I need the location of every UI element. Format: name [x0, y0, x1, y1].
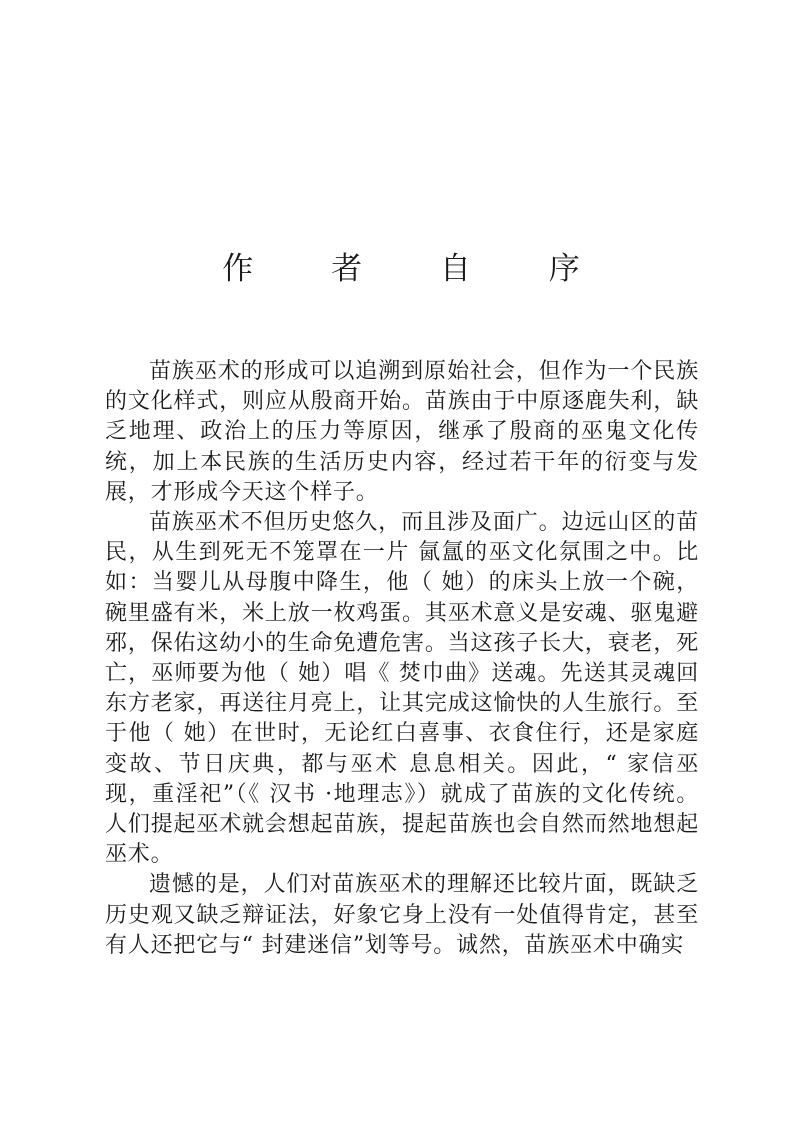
- paragraph-2: 苗族巫术不但历史悠久，而且涉及面广。边远山区的苗民，从生到死无不笼罩在一片 氤氲的巫文化氛围之中。比如：当婴儿从母腹中降生，他（ 她）的床头上放一个碗，碗里盛有米，米上放一枚鸡蛋。其巫术意义是安魂、驱鬼避邪，保佑这幼小的生命免遭危害。当这孩子长大，衰老，死亡，巫师要为他（ 她）唱《 焚巾曲》送魂。先送其灵魂回东方老家，再送往月亮上，让其完成这愉快的人生旅行。至于他（ 她）在世时，无论红白喜事、衣食住行，还是家庭变故、节日庆典，都与巫术 息息相关。因此，“ 家信巫现，重淫祀”（《 汉书 ·地理志》）就成了苗族的文化传统。人们提起巫术就会想起苗族，提起苗族也会自然而然地想起巫术。: [105, 510, 699, 868]
- paragraph-1: 苗族巫术的形成可以追溯到原始社会，但作为一个民族的文化样式，则应从殷商开始。苗族由于中原逐鹿失利，缺乏地理、政治上的压力等原因，继承了殷商的巫鬼文化传统，加上本民族的生活历史内容，经过若干年的衍变与发展，才形成今天这个样子。: [105, 359, 699, 505]
- page-title: 作 者 自 序: [222, 251, 614, 287]
- body-text: [105, 357, 699, 961]
- paragraph-3: 遗憾的是，人们对苗族巫术的理解还比较片面，既缺乏历史观又缺乏辩证法，好象它身上没有一处值得肯定，甚至有人还把它与“ 封建迷信”划等号。诚然，苗族巫术中确实: [105, 872, 699, 958]
